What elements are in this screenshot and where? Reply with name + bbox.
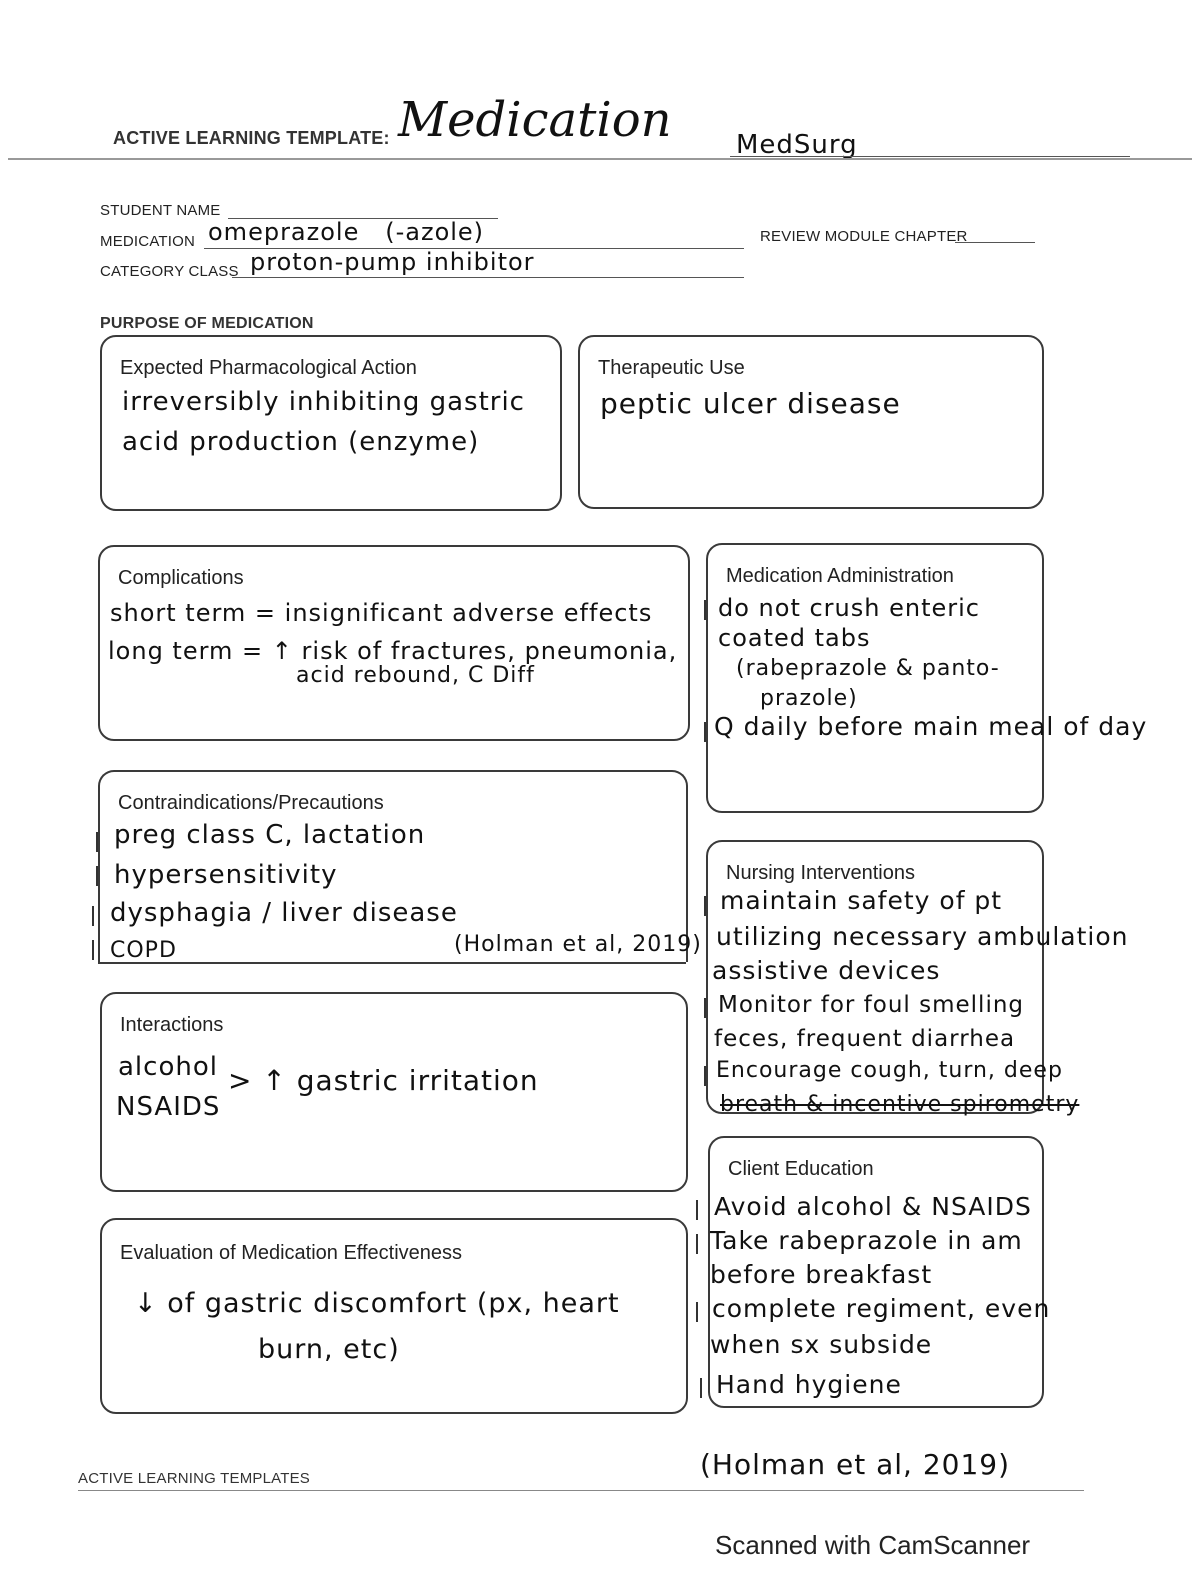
footer-label: ACTIVE LEARNING TEMPLATES xyxy=(78,1470,310,1487)
client-education-title: Client Education xyxy=(728,1158,874,1180)
contra-line-3: dysphagia / liver disease xyxy=(110,898,458,928)
footer-citation: (Holman et al, 2019) xyxy=(700,1448,1010,1481)
administration-line-3: (rabeprazole & panto- xyxy=(736,656,1000,681)
contra-bullet-4 xyxy=(92,940,94,960)
complications-title: Complications xyxy=(118,567,244,589)
scanner-watermark: Scanned with CamScanner xyxy=(715,1530,1031,1560)
edu-line-4: complete regiment, even xyxy=(712,1294,1051,1323)
administration-line-1: do not crush enteric xyxy=(718,594,980,622)
category-label: CATEGORY CLASS xyxy=(100,263,239,280)
expected-action-line-2: acid production (enzyme) xyxy=(122,427,480,457)
interaction-item-1: alcohol xyxy=(118,1052,218,1082)
edu-bullet-4 xyxy=(700,1378,702,1398)
medication-value: omeprazole (-azole) xyxy=(208,218,485,246)
nursing-bullet-1 xyxy=(704,896,706,916)
nursing-line-3: assistive devices xyxy=(712,956,941,985)
contra-line-2: hypersensitivity xyxy=(114,860,338,890)
edu-line-3: before breakfast xyxy=(710,1260,933,1289)
nursing-line-2: utilizing necessary ambulation xyxy=(716,922,1129,951)
administration-bullet-1 xyxy=(704,600,706,620)
edu-bullet-2 xyxy=(696,1234,698,1254)
purpose-label: PURPOSE OF MEDICATION xyxy=(100,315,314,332)
edu-line-1: Avoid alcohol & NSAIDS xyxy=(714,1192,1032,1221)
nursing-bullet-3 xyxy=(704,1066,706,1086)
therapeutic-use-title: Therapeutic Use xyxy=(598,357,745,379)
header-divider xyxy=(8,158,1192,160)
evaluation-line-1: ↓ of gastric discomfort (px, heart xyxy=(134,1288,620,1319)
edu-line-6: Hand hygiene xyxy=(716,1370,902,1399)
edu-bullet-3 xyxy=(696,1302,698,1322)
template-type: Medication xyxy=(398,92,672,148)
student-name-label: STUDENT NAME xyxy=(100,202,221,219)
footer-line xyxy=(78,1490,1084,1491)
therapeutic-use-box xyxy=(578,335,1044,509)
evaluation-title: Evaluation of Medication Effectiveness xyxy=(120,1242,463,1264)
administration-title: Medication Administration xyxy=(726,565,954,587)
complications-line-1: short term = insignificant adverse effects xyxy=(110,599,653,627)
category-value: proton-pump inhibitor xyxy=(250,248,535,276)
evaluation-box xyxy=(100,1218,688,1414)
complications-line-2: long term = ↑ risk of fractures, pneumonia, xyxy=(108,637,678,665)
review-chapter-line xyxy=(955,242,1035,243)
interactions-box xyxy=(100,992,688,1192)
interaction-item-2: NSAIDS xyxy=(116,1092,221,1122)
interactions-title: Interactions xyxy=(120,1014,224,1036)
therapeutic-use-line-1: peptic ulcer disease xyxy=(600,387,901,420)
course-underline xyxy=(730,156,1130,157)
interaction-effect: > ↑ gastric irritation xyxy=(228,1064,539,1097)
administration-line-4: prazole) xyxy=(760,686,858,711)
contraindications-bottom-line xyxy=(98,962,686,964)
administration-line-2: coated tabs xyxy=(718,624,871,652)
complications-line-3: acid rebound, C Diff xyxy=(296,663,535,688)
contra-line-1: preg class C, lactation xyxy=(114,820,426,850)
expected-action-line-1: irreversibly inhibiting gastric xyxy=(122,387,525,417)
nursing-line-7: breath & incentive spirometry xyxy=(720,1092,1080,1117)
edu-line-2: Take rabeprazole in am xyxy=(710,1226,1023,1255)
contra-bullet-3 xyxy=(92,906,94,926)
contra-bullet-1 xyxy=(96,832,98,852)
contra-line-4: COPD xyxy=(110,938,177,963)
edu-line-5: when sx subside xyxy=(710,1330,933,1359)
course-name: MedSurg xyxy=(736,130,858,160)
review-chapter-label: REVIEW MODULE CHAPTER xyxy=(760,228,968,245)
contraindications-title: Contraindications/Precautions xyxy=(118,792,384,814)
nursing-title: Nursing Interventions xyxy=(726,862,915,884)
nursing-bullet-2 xyxy=(704,998,706,1018)
complications-box xyxy=(98,545,690,741)
contra-citation: (Holman et al, 2019) xyxy=(454,932,702,957)
medication-label: MEDICATION xyxy=(100,233,196,250)
expected-action-box xyxy=(100,335,562,511)
evaluation-line-2: burn, etc) xyxy=(258,1334,400,1365)
nursing-line-6: Encourage cough, turn, deep xyxy=(716,1058,1063,1083)
nursing-line-4: Monitor for foul smelling xyxy=(718,992,1025,1018)
expected-action-title: Expected Pharmacological Action xyxy=(120,357,417,379)
template-prefix: ACTIVE LEARNING TEMPLATE: xyxy=(113,128,390,148)
nursing-line-5: feces, frequent diarrhea xyxy=(714,1026,1016,1052)
edu-bullet-1 xyxy=(696,1200,698,1220)
administration-line-5: Q daily before main meal of day xyxy=(714,712,1148,741)
category-line xyxy=(232,277,744,278)
contra-bullet-2 xyxy=(96,866,98,886)
administration-bullet-2 xyxy=(704,722,706,742)
nursing-line-1: maintain safety of pt xyxy=(720,886,1003,915)
